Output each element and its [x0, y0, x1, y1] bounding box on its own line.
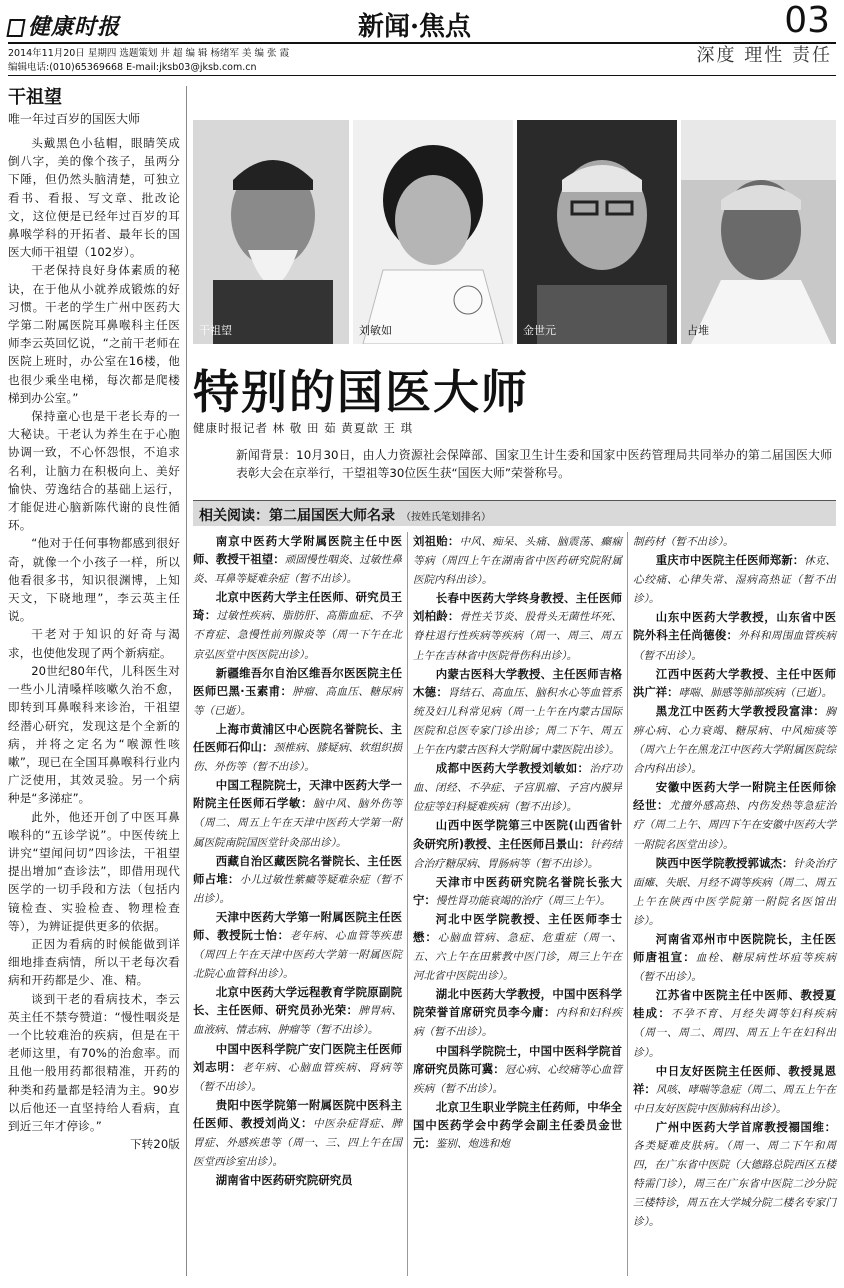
- column-divider: [186, 86, 187, 1276]
- master-affiliation: 新疆维吾尔自治区维吾尔医医院主任医师巴黑·玉素甫：: [193, 665, 402, 698]
- master-specialty: 不孕不育、月经失调等妇科疾病（周一、周二、周四、周五上午在妇科出诊）。: [633, 1008, 836, 1059]
- master-specialty: 针药结合治疗糖尿病、胃肠病等（暂不出诊）。: [413, 838, 623, 870]
- profile-paragraph: 头戴黑色小毡帽，眼睛笑成倒八字，美的像个孩子，虽两分下陲，但仍然头脑清楚，可独立看书、看报、写文章、批改论文，这位便是已经年过百岁的耳鼻喉学科的开拓者、最年长的国医大师干祖望（102岁）。: [8, 136, 180, 260]
- news-background: 新闻背景：10月30日，由人力资源社会保障部、国家卫生计生委和国家中医药管理局共同举办的第二届国医大师表彰大会在京举行，干望祖等30位医生获“国医大师”荣誉称号。: [236, 448, 832, 480]
- masters-list-column-2: [413, 532, 622, 1153]
- master-affiliation: 长春中医药大学终身教授、主任医师刘柏龄：: [413, 591, 622, 624]
- master-affiliation: 河南省邓州市中医院院长，主任医师唐祖宣：: [633, 931, 836, 965]
- profile-name: 干祖望: [8, 87, 62, 108]
- master-specialty: 小儿过敏性紫癜等疑难杂症（暂不出诊）。: [193, 873, 402, 905]
- master-entry: [413, 985, 622, 1041]
- profile-paragraph: “他对于任何事物都感到很好奇，就像一个小孩子一样，所以他看很多书，知识很渊博，上知天文，下晓地理”，李云英主任说。: [8, 536, 180, 624]
- column-divider: [627, 532, 628, 1276]
- motto: 深度 理性 责任: [696, 45, 832, 66]
- master-entry: [413, 759, 622, 816]
- profile-column: [8, 86, 180, 1276]
- master-affiliation: 江西中医药大学教授、主任中医师洪广祥：: [633, 666, 836, 699]
- master-specialty: 颈椎病、膝疑病、软组织损伤、外伤等（暂不出诊）。: [193, 742, 402, 774]
- master-affiliation: 山西中医学院第三中医院(山西省针灸研究所)教授、主任医师吕景山：: [413, 818, 622, 851]
- master-entry: [413, 816, 622, 872]
- master-affiliation: 广州中医药大学首席教授禤国维：: [655, 1119, 836, 1134]
- master-specialty: 慢性肾功能衰竭的治疗（周三上午）。: [435, 894, 611, 907]
- master-entry: [193, 532, 402, 588]
- master-specialty: 冠心病、心绞痛等心血管疾病（暂不出诊）。: [413, 1063, 622, 1095]
- profile-paragraph: 此外，他还开创了中医耳鼻喉科的“五诊学说”。中医传统上讲究“望闻问切”四诊法，干祖望提出增加“查诊法”，即借用现代医学的一切手段和方法（包括内镜检查、实验检查、物理检查等），为辨证提供更多的依据。: [8, 809, 180, 933]
- portrait-image: [681, 120, 836, 344]
- master-entry: [413, 873, 622, 910]
- master-specialty: 中风、痴呆、头痛、脑震荡、癫痫等病（周四上午在湖南省中医药研究院附属医院内科出诊）。: [413, 536, 622, 587]
- master-entry: [193, 776, 402, 851]
- master-entry: [633, 702, 836, 778]
- master-affiliation: 北京中医药大学远程教育学院原副院长、主任医师、研究员孙光荣：: [193, 985, 402, 1018]
- logo-icon: [6, 19, 25, 37]
- master-entry: [633, 608, 836, 664]
- master-specialty: 过敏性疾病、脂肪肝、高脂血症、不孕不育症、急慢性前列腺炎等（周一下午在北京弘医堂中医医院出诊）。: [193, 610, 402, 661]
- portrait-image: [193, 120, 349, 344]
- master-specialty: 老年病、心脑血管疾病、肾病等（暂不出诊）。: [193, 1061, 402, 1093]
- master-specialty: 针灸治疗面瘫、失眠、月经不调等疾病（周二、周五上午在陕西中医学院第一附院名医馆出诊）。: [633, 857, 836, 927]
- profile-paragraph: 正因为看病的时候能做到详细地排查病情，所以干老每次看病和开药都是少、准、精。: [8, 936, 180, 988]
- master-specialty: 外科和周围血管疾病（暂不出诊）。: [633, 630, 836, 662]
- section-title: 新闻·焦点: [358, 12, 472, 42]
- masters-list-column-3: [633, 532, 836, 1231]
- master-specialty: 制药材（暂不出诊）。: [633, 536, 734, 548]
- photo-caption: 干祖望: [199, 324, 232, 337]
- master-entry: [633, 778, 836, 853]
- master-specialty: 哮喘、肺感等肺部疾病（已逝）。: [678, 686, 833, 699]
- portrait-photo: [193, 120, 349, 344]
- profile-paragraph: 谈到干老的看病技术，李云英主任不禁夸赞道：“慢性咽炎是一个比较难治的疾病，但是在干老师这里，有70%的治愈率。而且他一般用药都很精准，开药的种类和药量都是轻清为主。90岁以后他还一直坚持给人看病，直到近三年才停诊。”: [8, 991, 180, 1133]
- master-affiliation: 刘祖贻：: [413, 534, 460, 548]
- related-title: [199, 505, 491, 525]
- related-title-text: 相关阅读：第二届国医大师名录: [199, 508, 395, 524]
- master-affiliation: 贵阳中医学院第一附属医院中医科主任医师、教授刘尚义：: [193, 1097, 402, 1130]
- master-specialty: 尤擅外感高热、内伤发热等急症治疗（周二上午、周四下午在安徽中医药大学一附院名医堂出诊）。: [633, 800, 836, 851]
- master-entry: [633, 986, 836, 1061]
- related-note: （按姓氏笔划排名）: [401, 512, 491, 523]
- continued-note: 下转20版: [129, 1137, 180, 1152]
- profile-subtitle: 唯一年过百岁的国医大师: [8, 112, 141, 126]
- master-specialty: 血栓、糖尿病性坏疽等疾病（暂不出诊）。: [633, 952, 836, 984]
- master-specialty: 老年病、心血管等疾患（周四上午在天津中医药大学第一附属医院北院心血管科出诊）。: [193, 929, 402, 981]
- info-bar: [8, 46, 836, 76]
- master-specialty: 脾胃病、血液病、情志病、肿瘤等（暂不出诊）。: [193, 1005, 402, 1037]
- master-affiliation: 上海市黄浦区中心医院名誉院长、主任医师石仰山：: [193, 721, 402, 755]
- master-affiliation: 河北中医学院教授、主任医师李士懋：: [413, 911, 622, 944]
- profile-paragraph: 干老对于知识的好奇与渴求，也使他发现了两个新病症。: [8, 627, 180, 660]
- master-affiliation: 陕西中医学院教授郭诚杰：: [655, 855, 794, 870]
- master-affiliation: 山东中医药大学教授，山东省中医院外科主任尚德俊：: [633, 610, 836, 643]
- photo-caption: 金世元: [523, 324, 556, 337]
- headline: 特别的国医大师: [193, 365, 529, 419]
- master-affiliation: 天津中医药大学第一附属医院主任医师、教授阮士怡：: [193, 909, 402, 942]
- master-entry: [193, 664, 402, 720]
- master-entry: [633, 854, 836, 930]
- portrait-image: [517, 120, 677, 344]
- master-affiliation: 中国工程院院士，天津中医药大学一附院主任医师石学敏：: [193, 778, 402, 811]
- master-entry: [413, 1042, 622, 1098]
- master-entry: [193, 852, 402, 908]
- master-entry: [193, 720, 402, 776]
- master-affiliation: 安徽中医药大学一附院主任医师徐经世：: [633, 780, 836, 813]
- master-specialty: 胸痹心病、心力衰竭、糖尿病、中风痴痰等（周六上午在黑龙江中医药大学附属医院综合内科出诊）。: [633, 705, 836, 776]
- master-affiliation: 湖北中医药大学教授，中国中医科学院荣誉首席研究员李今庸：: [413, 987, 622, 1020]
- master-affiliation: 中国科学院院士，中国中医科学院首席研究员陈可冀：: [413, 1043, 622, 1076]
- master-affiliation: 天津市中医药研究院名誉院长张大宁：: [413, 874, 622, 907]
- master-affiliation: 湖南省中医药研究院研究员: [215, 1173, 353, 1188]
- master-entry: [413, 910, 622, 985]
- master-specialty: 鉴别、炮选和炮: [435, 1138, 510, 1150]
- master-affiliation: 西藏自治区藏医院名誉院长、主任医师占堆：: [193, 853, 402, 886]
- master-entry: [413, 1098, 622, 1153]
- master-affiliation: 江苏省中医院主任中医师、教授夏桂成：: [633, 988, 836, 1021]
- photo-strip: [193, 120, 836, 344]
- master-affiliation: 中日友好医院主任医师、教授晁恩祥：: [633, 1063, 836, 1096]
- master-entry: [193, 1096, 402, 1171]
- master-entry: [413, 589, 622, 664]
- newspaper-logo: [8, 10, 120, 41]
- master-specialty: 心脑血管病、急症、危重症（周一、五、六上午在田紫教中医门诊，周三上午在河北省中医院出诊）。: [413, 931, 622, 983]
- master-affiliation: 中国中医科学院广安门医院主任医师刘志明：: [193, 1041, 402, 1074]
- profile-body: [8, 134, 180, 1153]
- masthead: [8, 0, 836, 44]
- master-entry: [413, 532, 622, 589]
- column-divider: [407, 532, 408, 1276]
- master-entry: [633, 930, 836, 986]
- master-affiliation: 黑龙江中医药大学教授段富津：: [655, 703, 826, 718]
- profile-paragraph: 干老保持良好身体素质的秘诀，在于他从小就养成锻炼的好习惯。干老的学生广州中医药大学第二附属医院耳鼻喉科主任医师李云英回忆说，“之前干老师在医院上班时，办公室在16楼，他也很少乘坐电梯，每次都是爬楼梯到办公室。”: [8, 263, 180, 405]
- portrait-image: [353, 120, 513, 344]
- byline: 健康时报记者 林 敬 田 茹 黄夏歆 王 琪: [193, 421, 414, 435]
- master-affiliation: 成都中医药大学教授刘敏如：: [435, 761, 590, 776]
- master-specialty: 风咳、哮喘等急症（周二、周五上午在中日友好医院中医肺病科出诊）。: [633, 1083, 836, 1115]
- master-affiliation: 内蒙古医科大学教授、主任医师吉格木德：: [413, 666, 622, 699]
- photo-caption: 刘敏如: [359, 324, 392, 337]
- logo-text: 健康时报: [28, 14, 121, 40]
- masters-list-column-1: [193, 532, 402, 1190]
- master-entry: [633, 665, 836, 702]
- contact-line: 编辑电话:(010)65369668 E-mail:jksb03@jksb.com.cn: [8, 62, 257, 73]
- master-affiliation: 北京中医药大学主任医师、研究员王琦：: [193, 590, 402, 623]
- portrait-photo: [517, 120, 677, 344]
- master-affiliation: 南京中医药大学附属医院主任中医师、教授干祖望：: [193, 534, 402, 567]
- master-entry: [633, 1062, 836, 1118]
- master-specialty: 内科和妇科疾病（暂不出诊）。: [413, 1007, 622, 1039]
- master-specialty: 肿瘤、高血压、糖尿病等（已逝）。: [193, 685, 403, 717]
- portrait-photo: [353, 120, 513, 344]
- portrait-photo: [681, 120, 836, 344]
- date-editor-line: 2014年11月20日 星期四 选题策划 井 超 编 辑 杨绪军 美 编 张 霞: [8, 48, 290, 59]
- master-entry: [633, 1118, 836, 1232]
- master-entry: [633, 532, 836, 551]
- related-reading-bar: [193, 500, 836, 526]
- master-entry: [193, 1171, 402, 1190]
- master-entry: [193, 1040, 402, 1096]
- master-specialty: 肾结石、高血压、脑积水心等血管系统及妇儿科常见病（周一上午在内蒙古国际医院和总医专家门诊出诊；周二下午、周五上午在内蒙古医科大学附属中蒙医院出诊）。: [413, 686, 622, 757]
- master-entry: [193, 983, 402, 1039]
- master-affiliation: 重庆市中医院主任医师郑新：: [655, 553, 805, 568]
- master-specialty: 休克、心绞痛、心律失常、湿病高热证（暂不出诊）。: [633, 555, 836, 606]
- master-specialty: 各类疑难皮肤病。（周一、周二下午和周四，在广东省中医院（大德路总院西区五楼特需门诊），周三在广东省中医院二沙分院三楼特诊，周五在大学城分院二楼名专家门诊）。: [633, 1140, 836, 1229]
- master-entry: [413, 665, 622, 759]
- master-specialty: 骨性关节炎、股骨头无菌性坏死、脊柱退行性疾病等疾病（周一、周三、周五上午在吉林省中医院骨伤科出诊）。: [413, 611, 622, 662]
- master-affiliation: 北京卫生职业学院主任药师，中华全国中医药学会中药学会副主任委员金世元：: [413, 1099, 622, 1150]
- profile-paragraph: 20世纪80年代，儿科医生对一些小儿清嗓样咳嗽久治不愈，即转到耳鼻喉科来诊治，干祖望经潜心研究，发现这是个全新的病，并将之定名为“喉源性咳嗽”，现已在全国耳鼻喉科行业内广泛使用，其效灵验。另一个病种是“多涕症”。: [8, 663, 180, 806]
- master-specialty: 脑中风、脑外伤等（周二、周五上午在天津中医药大学第一附属医院南院国医堂针灸部出诊）。: [193, 798, 402, 849]
- photo-caption: 占堆: [687, 324, 709, 337]
- master-specialty: 治疗功血、闭经、不孕症、子宫肌瘤、子宫内膜异位症等妇科疑难疾病（暂不出诊）。: [413, 763, 622, 814]
- page-number: 03: [784, 0, 830, 41]
- master-specialty: 中医杂症肾症、脾胃症、外感疾患等（周一、三、四上午在国医堂西诊室出诊）。: [193, 1117, 402, 1169]
- master-entry: [633, 551, 836, 608]
- profile-paragraph: 保持童心也是干老长寿的一大秘诀。干老认为养生在于心胞协调一致，不心怀怨恨，不追求名利，让脑力在积极向上、美好愉快、劳逸结合的基础上运行，才能促进心脑新陈代谢的良性循环。: [8, 409, 180, 533]
- master-specialty: 顽固慢性咽炎、过敏性鼻炎、耳鼻等疑难杂症（暂不出诊）。: [193, 554, 402, 586]
- master-entry: [193, 588, 402, 663]
- master-entry: [193, 908, 402, 983]
